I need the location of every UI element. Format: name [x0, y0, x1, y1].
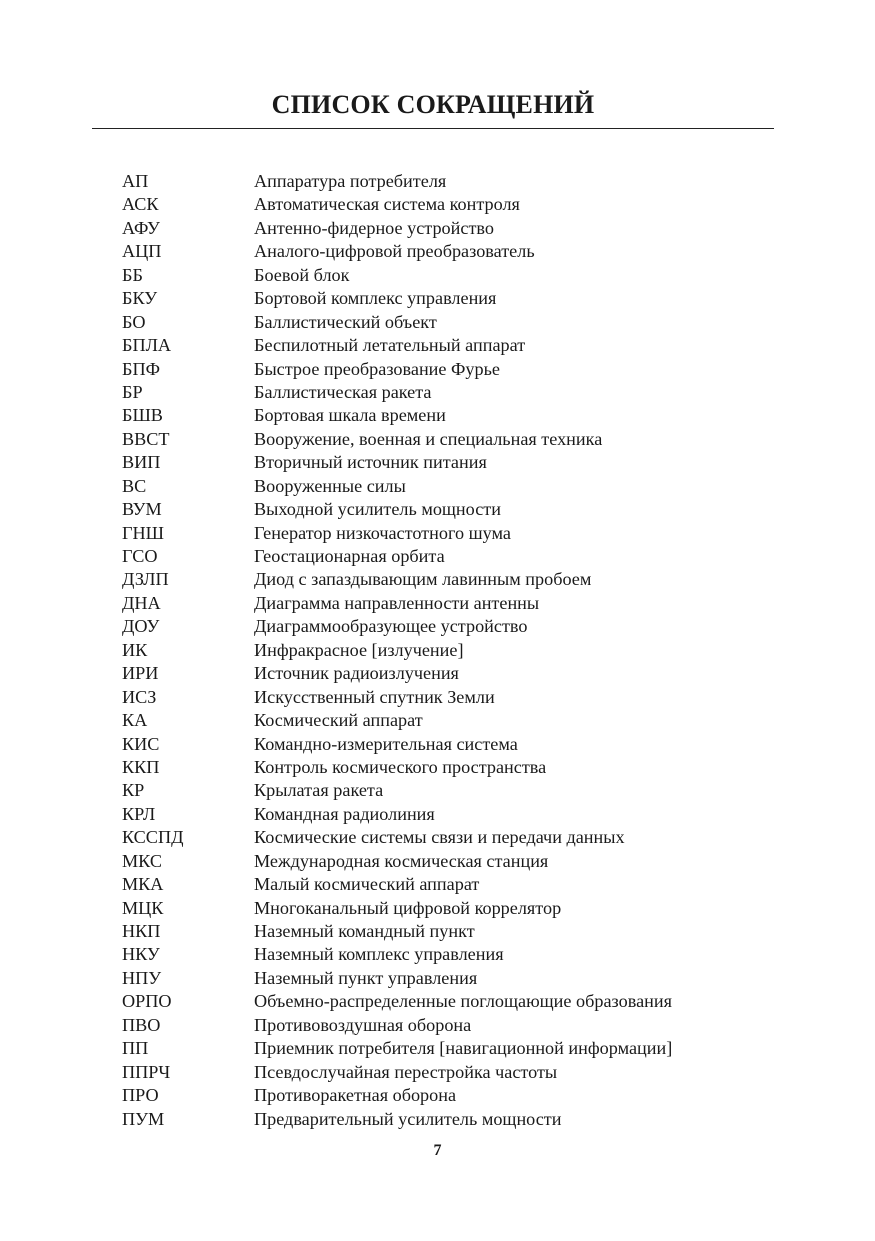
abbreviation-row: [122, 545, 762, 568]
abbreviation-row: [122, 733, 762, 756]
abbreviation-description: Международная космическая станция: [254, 850, 549, 871]
abbreviation-description: Приемник потребителя [навигационной информации]: [254, 1038, 673, 1059]
abbreviation-description: Командная радиолиния: [254, 803, 435, 824]
abbreviation-code: БШВ: [122, 405, 163, 426]
abbreviation-description: Баллистическая ракета: [254, 381, 432, 402]
abbreviation-row: [122, 897, 762, 920]
abbreviation-code: КРЛ: [122, 803, 156, 824]
abbreviation-row: [122, 381, 762, 404]
abbreviation-description: Объемно-распределенные поглощающие образования: [254, 991, 672, 1012]
abbreviation-description: Инфракрасное [излучение]: [254, 639, 464, 660]
abbreviation-description: Выходной усилитель мощности: [254, 499, 501, 520]
abbreviation-code: ГСО: [122, 546, 158, 566]
abbreviation-code: МКА: [122, 874, 164, 895]
abbreviation-code: МКС: [122, 850, 162, 871]
abbreviation-description: Космический аппарат: [254, 710, 423, 731]
abbreviation-row: [122, 264, 762, 287]
abbreviation-code: БР: [122, 381, 143, 402]
abbreviation-description: Автоматическая система контроля: [254, 194, 520, 215]
abbreviation-row: [122, 568, 762, 591]
abbreviation-code: ВВСТ: [122, 428, 170, 449]
abbreviation-code: ДЗЛП: [122, 569, 169, 590]
abbreviation-code: ИРИ: [122, 663, 159, 684]
abbreviation-row: [122, 404, 762, 427]
abbreviation-list: [122, 170, 762, 1131]
page-title: СПИСОК СОКРАЩЕНИЙ: [271, 90, 595, 119]
abbreviation-row: [122, 920, 762, 943]
abbreviation-code: ИК: [122, 639, 148, 660]
abbreviation-row: [122, 686, 762, 709]
abbreviation-code: БПФ: [122, 358, 160, 379]
abbreviation-description: Космические системы связи и передачи данных: [254, 827, 625, 848]
abbreviation-row: [122, 592, 762, 615]
abbreviation-row: [122, 873, 762, 896]
abbreviation-row: [122, 287, 762, 310]
abbreviation-code: АФУ: [122, 217, 160, 238]
abbreviation-code: БПЛА: [122, 335, 172, 356]
abbreviation-description: Геостационарная орбита: [254, 546, 445, 566]
abbreviation-description: Крылатая ракета: [254, 780, 384, 801]
abbreviation-row: [122, 709, 762, 732]
abbreviation-code: ИСЗ: [122, 686, 157, 707]
abbreviation-description: Предварительный усилитель мощности: [254, 1108, 562, 1129]
abbreviation-description: Вооружение, военная и специальная техника: [254, 428, 603, 449]
abbreviation-description: Диаграмма направленности антенны: [254, 592, 540, 613]
abbreviation-code: БКУ: [122, 288, 158, 309]
abbreviation-row: [122, 240, 762, 263]
abbreviation-description: Многоканальный цифровой коррелятор: [254, 897, 562, 918]
abbreviation-row: [122, 639, 762, 662]
abbreviation-description: Аналого-цифровой преобразователь: [254, 241, 535, 262]
abbreviation-description: Аппаратура потребителя: [254, 171, 447, 191]
abbreviation-row: [122, 1037, 762, 1060]
abbreviation-row: [122, 498, 762, 521]
abbreviation-code: НКУ: [122, 944, 160, 965]
abbreviation-code: МЦК: [122, 897, 164, 918]
abbreviation-row: [122, 756, 762, 779]
abbreviation-description: Псевдослучайная перестройка частоты: [254, 1061, 558, 1082]
abbreviation-code: ВС: [122, 475, 147, 496]
abbreviation-description: Бортовая шкала времени: [254, 405, 446, 426]
abbreviation-code: БО: [122, 311, 146, 332]
abbreviation-description: Генератор низкочастотного шума: [254, 522, 511, 543]
abbreviation-description: Малый космический аппарат: [254, 874, 480, 895]
abbreviation-row: [122, 1014, 762, 1037]
abbreviation-code: ПУМ: [122, 1108, 165, 1129]
abbreviation-description: Диаграммообразующее устройство: [254, 616, 528, 637]
abbreviation-code: ББ: [122, 264, 143, 285]
abbreviation-description: Антенно-фидерное устройство: [254, 217, 494, 238]
abbreviation-row: [122, 615, 762, 638]
abbreviation-row: [122, 358, 762, 381]
abbreviation-description: Противоракетная оборона: [254, 1085, 457, 1106]
abbreviation-row: [122, 943, 762, 966]
abbreviation-row: [122, 1108, 762, 1131]
abbreviation-row: [122, 451, 762, 474]
abbreviation-description: Источник радиоизлучения: [254, 663, 459, 684]
abbreviation-row: [122, 662, 762, 685]
abbreviation-description: Беспилотный летательный аппарат: [254, 335, 526, 356]
abbreviation-row: [122, 779, 762, 802]
abbreviation-code: ККП: [122, 756, 160, 777]
abbreviation-code: КА: [122, 710, 148, 731]
abbreviation-row: [122, 990, 762, 1013]
abbreviation-description: Командно-измерительная система: [254, 733, 518, 754]
abbreviation-description: Наземный комплекс управления: [254, 944, 504, 965]
abbreviation-row: [122, 967, 762, 990]
abbreviation-code: НПУ: [122, 967, 162, 988]
abbreviation-code: АСК: [122, 194, 159, 215]
abbreviation-description: Противовоздушная оборона: [254, 1014, 472, 1035]
abbreviation-row: [122, 334, 762, 357]
abbreviation-row: [122, 475, 762, 498]
abbreviation-row: [122, 193, 762, 216]
abbreviation-row: [122, 217, 762, 240]
abbreviation-description: Бортовой комплекс управления: [254, 288, 497, 309]
abbreviation-description: Баллистический объект: [254, 311, 437, 332]
abbreviation-row: [122, 428, 762, 451]
abbreviation-row: [122, 1084, 762, 1107]
abbreviation-description: Вооруженные силы: [254, 475, 406, 496]
abbreviation-description: Наземный командный пункт: [254, 921, 475, 941]
abbreviation-row: [122, 1061, 762, 1084]
abbreviation-code: ПП: [122, 1038, 149, 1059]
abbreviation-code: КИС: [122, 733, 160, 754]
abbreviation-description: Искусственный спутник Земли: [254, 686, 495, 707]
abbreviation-description: Быстрое преобразование Фурье: [254, 358, 500, 379]
abbreviation-code: ДОУ: [122, 616, 160, 637]
abbreviation-code: АЦП: [122, 241, 162, 262]
abbreviation-description: Наземный пункт управления: [254, 967, 478, 988]
page-number: 7: [433, 1142, 442, 1159]
abbreviation-code: ППРЧ: [122, 1061, 171, 1082]
abbreviation-row: [122, 826, 762, 849]
abbreviation-row: [122, 850, 762, 873]
abbreviation-code: КР: [122, 780, 145, 801]
abbreviation-code: ВУМ: [122, 499, 162, 520]
title-divider: [92, 128, 774, 129]
abbreviation-code: ДНА: [122, 592, 161, 613]
abbreviation-code: ПРО: [122, 1085, 159, 1106]
abbreviation-code: АП: [122, 171, 149, 191]
abbreviation-code: НКП: [122, 921, 161, 941]
abbreviation-row: [122, 522, 762, 545]
abbreviation-row: [122, 311, 762, 334]
abbreviation-code: ОРПО: [122, 991, 172, 1012]
abbreviation-code: ПВО: [122, 1014, 161, 1035]
abbreviation-row: [122, 803, 762, 826]
abbreviation-code: КССПД: [122, 827, 184, 848]
abbreviation-code: ВИП: [122, 452, 161, 473]
abbreviation-description: Диод с запаздывающим лавинным пробоем: [254, 569, 592, 590]
abbreviation-description: Вторичный источник питания: [254, 452, 487, 473]
abbreviation-row: [122, 170, 762, 193]
abbreviation-code: ГНШ: [122, 522, 164, 543]
abbreviation-description: Боевой блок: [254, 264, 350, 285]
abbreviation-description: Контроль космического пространства: [254, 756, 547, 777]
